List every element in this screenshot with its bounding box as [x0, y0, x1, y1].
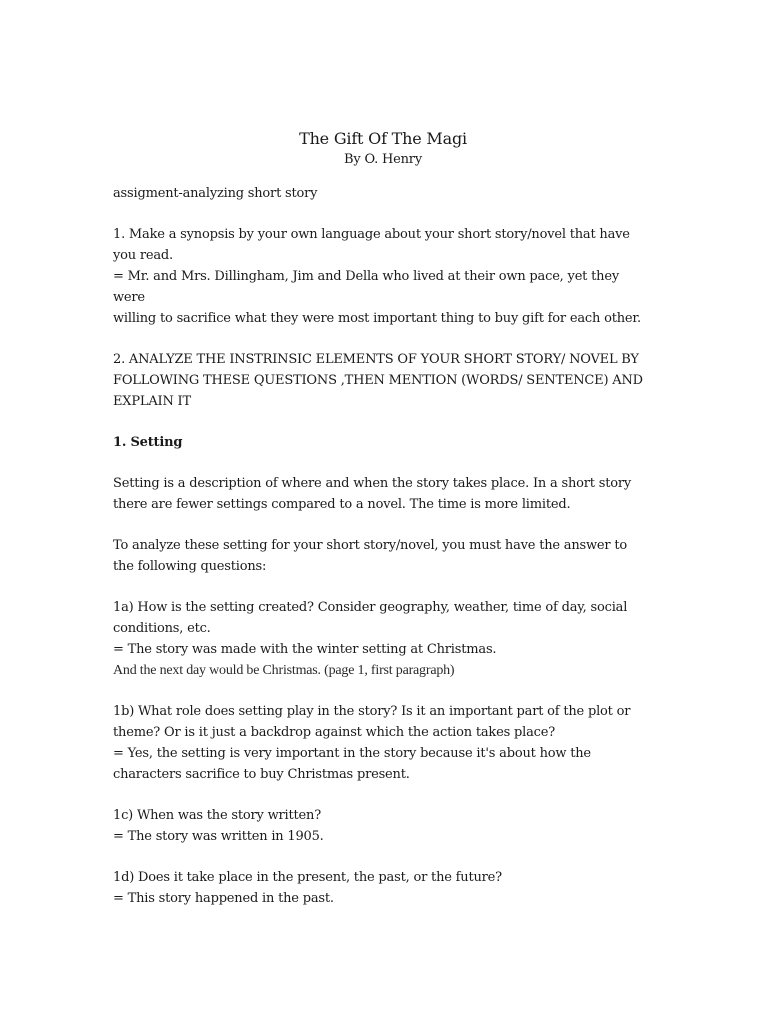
- setting-instructions-line-2: the following questions:: [113, 559, 267, 574]
- question-1a: [113, 597, 653, 681]
- question-2-line-3: EXPLAIN IT: [113, 394, 191, 409]
- question-1-text-line-1: 1. Make a synopsis by your own language about your short story/novel that have: [113, 227, 630, 242]
- document-content: [113, 128, 653, 909]
- answer-1-text-line-2: willing to sacrifice what they were most important thing to buy gift for each other.: [113, 311, 641, 326]
- setting-description-line-1: Setting is a description of where and when the story takes place. In a short story: [113, 476, 632, 491]
- question-1: [113, 224, 653, 329]
- question-1b-line-2: theme? Or is it just a backdrop against which the action takes place?: [113, 725, 555, 740]
- assignment-label: assigment-analyzing short story: [113, 186, 318, 201]
- question-1a-line-1: 1a) How is the setting created? Consider geography, weather, time of day, social: [113, 600, 628, 615]
- answer-1a-quote: And the next day would be Christmas. (page 1, first paragraph): [113, 663, 455, 678]
- question-1d: [113, 867, 653, 909]
- answer-1b-line-2: characters sacrifice to buy Christmas present.: [113, 767, 410, 782]
- setting-instructions: [113, 535, 653, 577]
- question-2: [113, 349, 653, 412]
- question-1a-line-2: conditions, etc.: [113, 621, 211, 636]
- answer-1c: = The story was written in 1905.: [113, 829, 324, 844]
- answer-1-text-line-1: = Mr. and Mrs. Dillingham, Jim and Della who lived at their own pace, yet they were: [113, 269, 619, 305]
- answer-1d: = This story happened in the past.: [113, 891, 334, 906]
- answer-1a: = The story was made with the winter setting at Christmas.: [113, 642, 497, 657]
- question-1b-line-1: 1b) What role does setting play in the story? Is it an important part of the plot or: [113, 704, 631, 719]
- question-2-line-2: FOLLOWING THESE QUESTIONS ,THEN MENTION (WORDS/ SENTENCE) AND: [113, 373, 643, 388]
- section-heading-setting: 1. Setting: [113, 435, 183, 450]
- question-1c-text: 1c) When was the story written?: [113, 808, 321, 823]
- question-1-text-line-2: you read.: [113, 248, 173, 263]
- question-1c: [113, 805, 653, 847]
- question-1b: [113, 701, 653, 785]
- document-author: By O. Henry: [344, 152, 422, 167]
- question-2-line-1: 2. ANALYZE THE INSTRINSIC ELEMENTS OF YOUR SHORT STORY/ NOVEL BY: [113, 352, 639, 367]
- question-1d-text: 1d) Does it take place in the present, the past, or the future?: [113, 870, 502, 885]
- setting-description: [113, 473, 653, 515]
- answer-1b-line-1: = Yes, the setting is very important in the story because it's about how the: [113, 746, 591, 761]
- setting-description-line-2: there are fewer settings compared to a novel. The time is more limited.: [113, 497, 571, 512]
- setting-instructions-line-1: To analyze these setting for your short story/novel, you must have the answer to: [113, 538, 628, 553]
- document-title: The Gift Of The Magi: [299, 129, 467, 148]
